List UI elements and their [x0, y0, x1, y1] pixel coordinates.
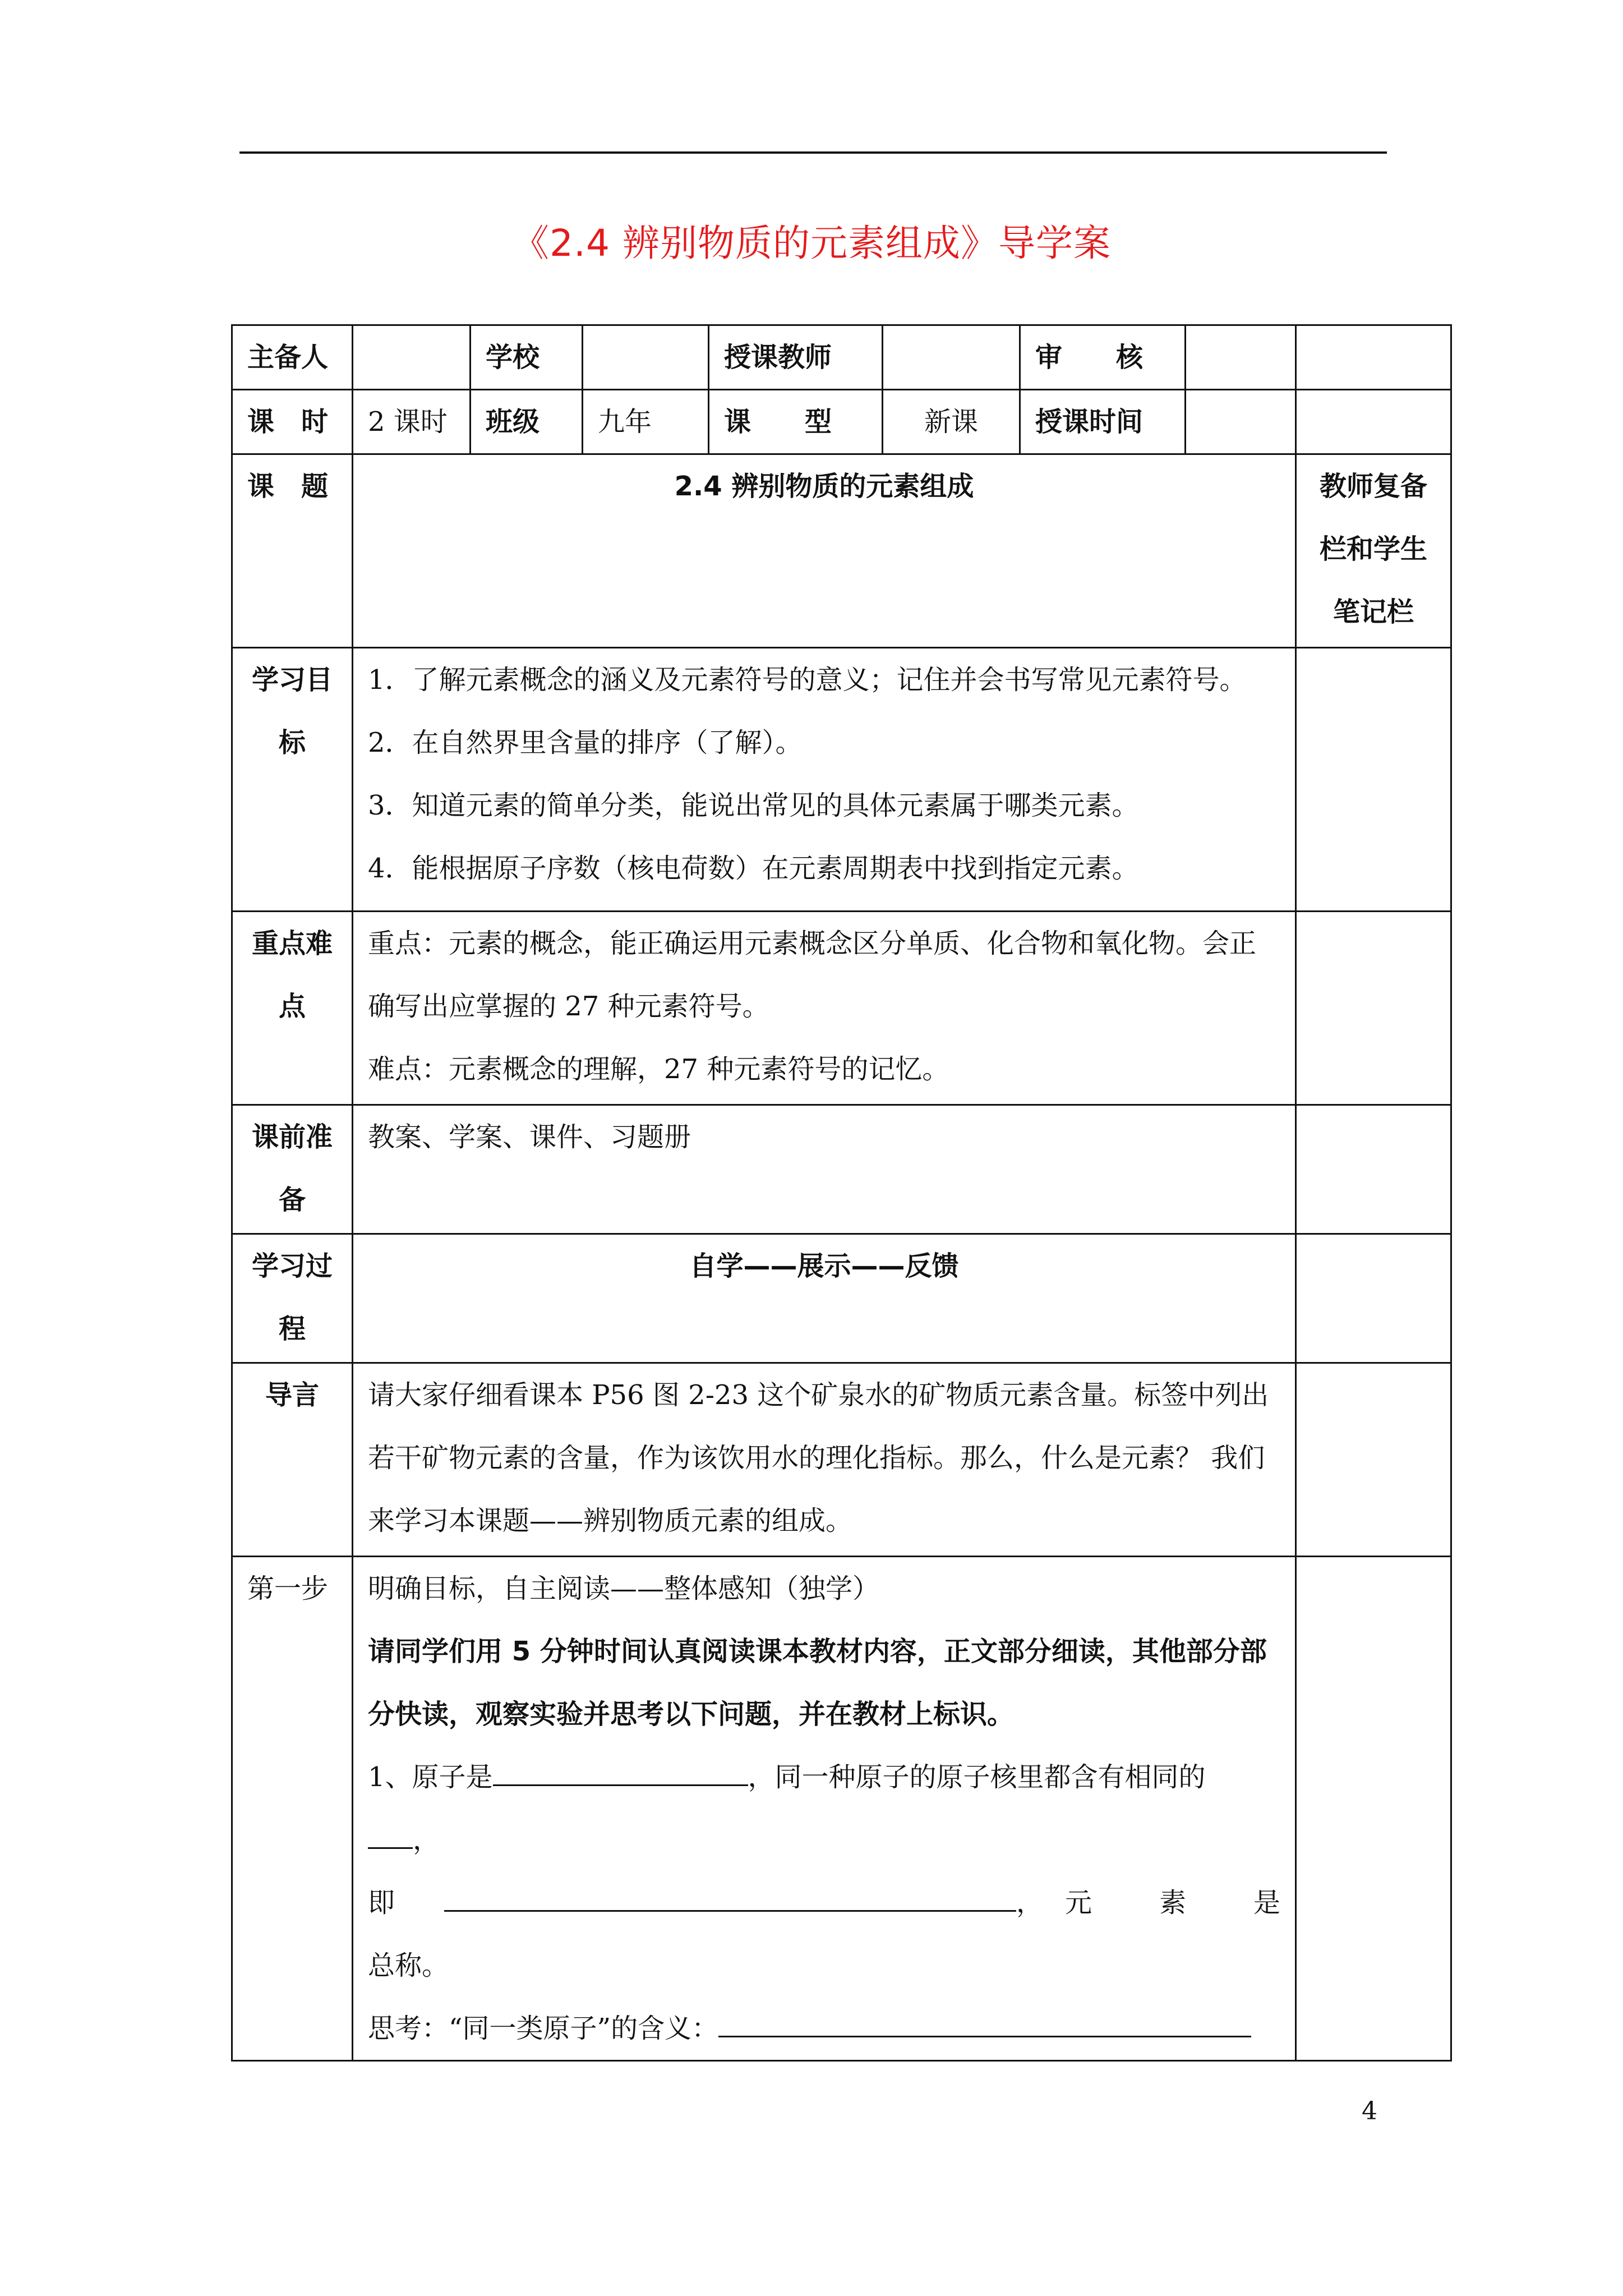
topic-label: 课 题 — [232, 454, 353, 648]
preparation-label: 课前准备 — [232, 1105, 353, 1234]
review-label: 审 核 — [1020, 325, 1186, 390]
objective-item: 4．能根据原子序数（核电荷数）在元素周期表中找到指定元素。 — [368, 853, 1139, 884]
key-points-content — [353, 912, 1296, 1105]
question-2 — [368, 1871, 1280, 1934]
think-question — [368, 1997, 1280, 2060]
review-value — [1186, 325, 1296, 390]
question-1-part-c: ， — [413, 1824, 440, 1856]
step1-label: 第一步 — [232, 1557, 353, 2061]
objective-item: 3．知道元素的简单分类，能说出常见的具体元素属于哪类元素。 — [368, 790, 1139, 821]
preparer-value — [353, 325, 471, 390]
notes-cell-step1 — [1296, 1557, 1451, 2061]
question-2-part-b: ， — [1016, 1887, 1044, 1918]
objective-item: 2．在自然界里含量的排序（了解）。 — [368, 727, 803, 758]
period-value: 2 课时 — [353, 390, 471, 454]
step1-heading: 明确目标，自主阅读——整体感知（独学） — [368, 1573, 880, 1604]
period-label: 课 时 — [232, 390, 353, 454]
preparation-value: 教案、学案、课件、习题册 — [353, 1105, 1296, 1234]
think-prompt: 思考：“同一类原子”的含义： — [368, 2013, 719, 2044]
notes-column-header: 教师复备栏和学生笔记栏 — [1296, 454, 1451, 648]
notes-cell-preparation — [1296, 1105, 1451, 1234]
step1-content — [353, 1557, 1296, 2061]
time-value — [1186, 390, 1296, 454]
step1-instruction: 请同学们用 5 分钟时间认真阅读课本教材内容，正文部分细读，其他部分部分快读，观察实验并思考以下问题，并在教材上标识。 — [368, 1636, 1267, 1730]
answer-blank[interactable] — [368, 1825, 413, 1849]
topic-value: 2.4 辨别物质的元素组成 — [353, 454, 1296, 648]
class-label: 班级 — [471, 390, 583, 454]
notes-cell-intro — [1296, 1363, 1451, 1557]
preparer-label: 主备人 — [232, 325, 353, 390]
type-value: 新课 — [883, 390, 1020, 454]
school-value — [583, 325, 709, 390]
notes-header-cell-1 — [1296, 325, 1451, 390]
school-label: 学校 — [471, 325, 583, 390]
question-1-part-a: 1、原子是 — [368, 1761, 493, 1793]
question-2-part-a: 即 — [368, 1887, 395, 1918]
page-number: 4 — [1362, 2097, 1377, 2125]
answer-blank[interactable] — [444, 1888, 1016, 1912]
question-2-continued: 总称。 — [368, 1950, 449, 1981]
process-value: 自学——展示——反馈 — [353, 1234, 1296, 1363]
question-1-part-b: ，同一种原子的原子核里都含有相同的 — [748, 1761, 1206, 1793]
type-label: 课 型 — [709, 390, 883, 454]
header-rule — [239, 151, 1387, 154]
notes-cell-process — [1296, 1234, 1451, 1363]
process-label: 学习过程 — [232, 1234, 353, 1363]
question-1-continued — [368, 1809, 1280, 1871]
difficult-point: 难点：元素概念的理解，27 种元素符号的记忆。 — [368, 1053, 949, 1085]
lesson-plan-table — [231, 324, 1452, 2062]
question-2-part-c: 元 — [1064, 1887, 1092, 1918]
question-1 — [368, 1746, 1280, 1809]
time-label: 授课时间 — [1020, 390, 1186, 454]
notes-header-cell-2 — [1296, 390, 1451, 454]
teacher-value — [883, 325, 1020, 390]
objectives-list — [353, 648, 1296, 912]
intro-value: 请大家仔细看课本 P56 图 2-23 这个矿泉水的矿物质元素含量。标签中列出若干矿物元素的含量，作为该饮用水的理化指标。那么，什么是元素？ 我们来学习本课题——辨别物质元素的组成。 — [353, 1363, 1296, 1557]
answer-blank[interactable] — [493, 1762, 748, 1786]
objective-item: 1．了解元素概念的涵义及元素符号的意义；记住并会书写常见元素符号。 — [368, 664, 1247, 696]
objectives-label: 学习目标 — [232, 648, 353, 912]
notes-cell-key-points — [1296, 912, 1451, 1105]
class-value: 九年 — [583, 390, 709, 454]
teacher-label: 授课教师 — [709, 325, 883, 390]
notes-cell-objectives — [1296, 648, 1451, 912]
document-title: 《2.4 辨别物质的元素组成》导学案 — [512, 222, 1111, 265]
answer-blank[interactable] — [718, 2013, 1251, 2037]
key-points-label: 重点难点 — [232, 912, 353, 1105]
intro-label: 导言 — [232, 1363, 353, 1557]
key-point: 重点：元素的概念，能正确运用元素概念区分单质、化合物和氧化物。会正确写出应掌握的 27 种元素符号。 — [368, 928, 1257, 1022]
question-2-part-d: 素 — [1159, 1887, 1186, 1918]
question-2-part-e: 是 — [1253, 1887, 1280, 1918]
